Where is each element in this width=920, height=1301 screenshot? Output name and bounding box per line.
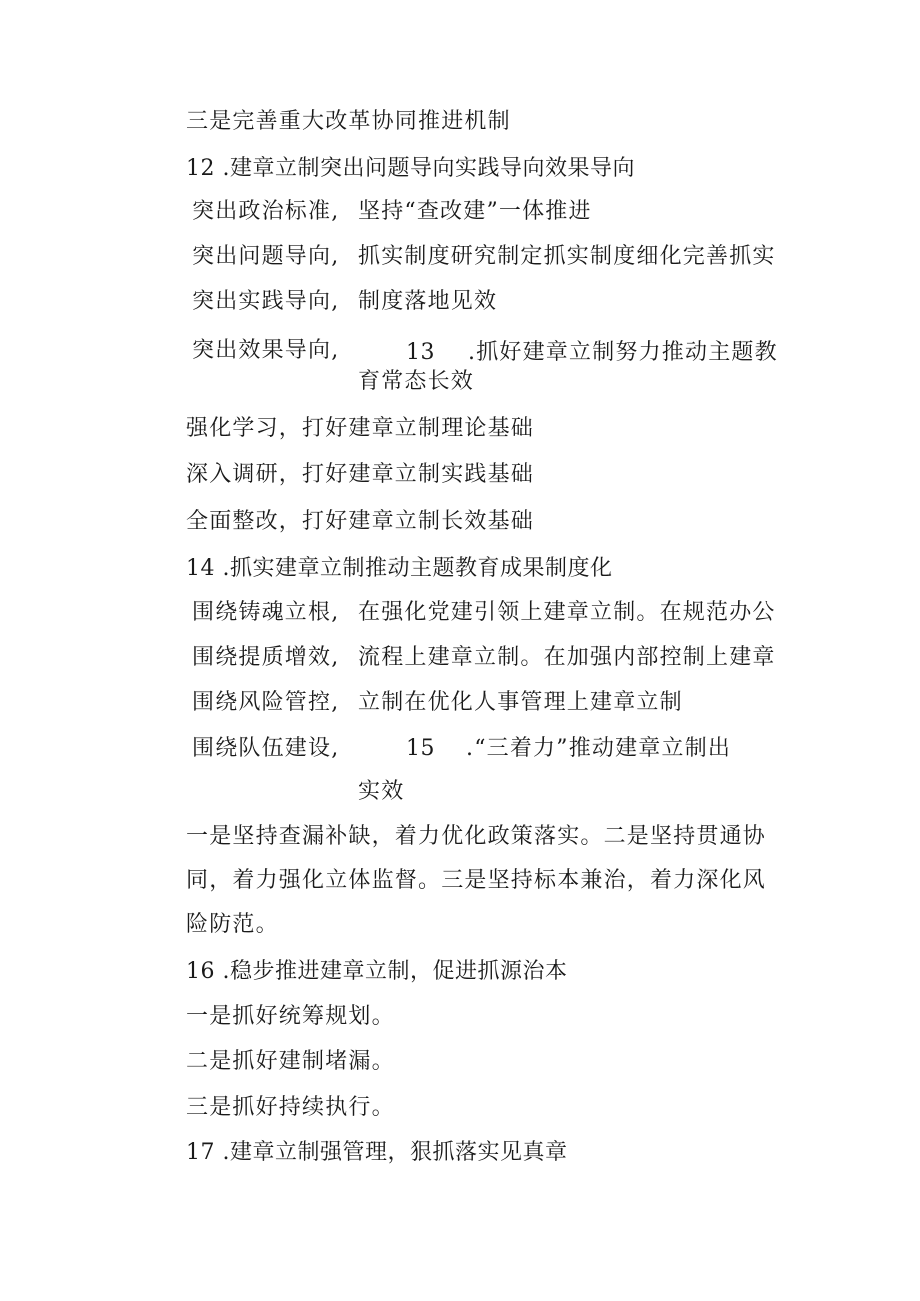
list-text: 立制在优化人事管理上建章立制 — [358, 690, 683, 715]
section-heading-13-continued: 育常态长效 — [358, 369, 475, 394]
list-label: 围绕队伍建设, — [192, 736, 340, 761]
section-heading-12: 12 .建章立制突出问题导向实践导向效果导向 — [186, 156, 635, 181]
list-item: 三是抓好持续执行。 — [186, 1095, 395, 1120]
section-heading-17: 17 .建章立制强管理，狠抓落实见真章 — [186, 1140, 568, 1165]
list-text: 制度落地见效 — [358, 289, 498, 314]
list-label: 突出实践导向, — [192, 289, 340, 314]
list-label: 围绕风险管控, — [192, 690, 340, 715]
list-text: 坚持“查改建”一体推进 — [358, 199, 592, 224]
list-text: 在强化党建引领上建章立制。在规范办公 — [358, 600, 776, 625]
section-heading-13: .抓好建章立制努力推动主题教 — [468, 340, 778, 365]
list-label: 突出效果导向, — [192, 338, 340, 363]
list-item: 二是抓好建制堵漏。 — [186, 1049, 395, 1074]
section-heading-15: .“三着力”推动建章立制出 — [466, 736, 732, 761]
list-label: 围绕提质增效, — [192, 645, 340, 670]
list-item: 一是抓好统筹规划。 — [186, 1004, 395, 1029]
paragraph-line: 强化学习，打好建章立制理论基础 — [186, 416, 535, 441]
section-heading-14: 14 .抓实建章立制推动主题教育成果制度化 — [186, 556, 613, 581]
paragraph-line: 全面整改，打好建章立制长效基础 — [186, 509, 535, 534]
list-label: 围绕铸魂立根, — [192, 600, 340, 625]
list-label: 突出政治标准, — [192, 199, 340, 224]
section-heading-15-number: 15 — [406, 736, 435, 761]
section-heading-13-number: 13 — [406, 340, 435, 365]
section-heading-16: 16 .稳步推进建章立制，促进抓源治本 — [186, 959, 568, 984]
paragraph-line: 同，着力强化立体监督。三是坚持标本兼治，着力深化风 — [186, 868, 767, 893]
paragraph-line: 险防范。 — [186, 912, 279, 937]
list-text: 流程上建章立制。在加强内部控制上建章 — [358, 645, 776, 670]
list-label: 突出问题导向, — [192, 244, 340, 269]
paragraph-line: 深入调研，打好建章立制实践基础 — [186, 462, 535, 487]
text-line-reform-mechanism: 三是完善重大改革协同推进机制 — [186, 109, 511, 134]
list-text: 抓实制度研究制定抓实制度细化完善抓实 — [358, 244, 776, 269]
paragraph-line: 一是坚持查漏补缺，着力优化政策落实。二是坚持贯通协 — [186, 824, 767, 849]
section-heading-15-continued: 实效 — [358, 779, 405, 804]
